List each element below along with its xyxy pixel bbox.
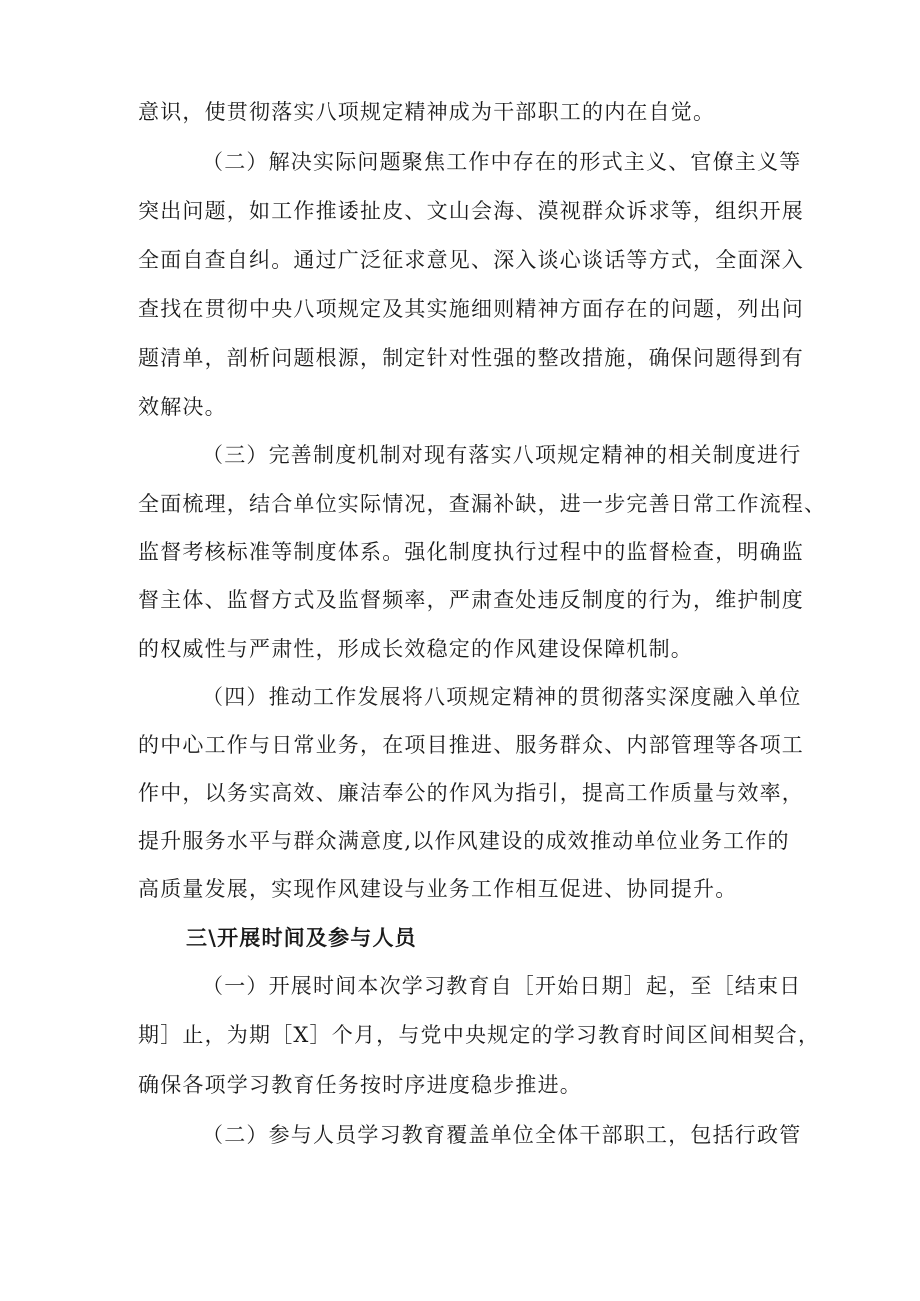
paragraph-first-line: （四）推动工作发展将八项规定精神的贯彻落实深度融入单位 xyxy=(202,685,802,709)
text-line: 督主体、监督方式及监督频率，严肃查处违反制度的行为，维护制度 xyxy=(138,588,804,612)
paragraph-first-line: （二）解决实际问题聚焦工作中存在的形式主义、官僚主义等 xyxy=(202,150,802,174)
text-line: 作中，以务实高效、廉洁奉公的作风为指引，提高工作质量与效率， xyxy=(138,781,804,805)
text-line: 题清单，剖析问题根源，制定针对性强的整改措施，确保问题得到有 xyxy=(138,346,804,370)
paragraph-first-line: （二）参与人员学习教育覆盖单位全体干部职工，包括行政管 xyxy=(202,1123,802,1147)
text-line: 效解决。 xyxy=(138,395,227,419)
text-line: 确保各项学习教育任务按时序进度稳步推进。 xyxy=(138,1073,582,1097)
paragraph-first-line: （三）完善制度机制对现有落实八项规定精神的相关制度进行 xyxy=(202,443,802,467)
text-line: 突出问题，如工作推诿扯皮、文山会海、漠视群众诉求等，组织开展 xyxy=(138,199,804,223)
text-line: 全面自查自纠。通过广泛征求意见、深入谈心谈话等方式，全面深入 xyxy=(138,248,804,272)
text-line: 提升服务水平与群众满意度,以作风建设的成效推动单位业务工作的 xyxy=(138,829,790,853)
text-line: 监督考核标准等制度体系。强化制度执行过程中的监督检查，明确监 xyxy=(138,540,804,564)
text-line: 查找在贯彻中央八项规定及其实施细则精神方面存在的问题，列出问 xyxy=(138,297,804,321)
paragraph-first-line: （一）开展时间本次学习教育自［开始日期］起，至［结束日 xyxy=(202,974,802,998)
text-line: 的中心工作与日常业务，在项目推进、服务群众、内部管理等各项工 xyxy=(138,733,804,757)
section-heading: 三\开展时间及参与人员 xyxy=(186,926,417,950)
text-line: 的权威性与严肃性，形成长效稳定的作风建设保障机制。 xyxy=(138,637,693,661)
text-line: 全面梳理，结合单位实际情况，查漏补缺，进一步完善日常工作流程、 xyxy=(138,492,827,516)
text-line: 意识，使贯彻落实八项规定精神成为干部职工的内在自觉。 xyxy=(138,100,716,124)
text-line: 期］止，为期［X］个月，与党中央规定的学习教育时间区间相契合， xyxy=(138,1023,821,1047)
text-line: 高质量发展，实现作风建设与业务工作相互促进、协同提升。 xyxy=(138,877,738,901)
